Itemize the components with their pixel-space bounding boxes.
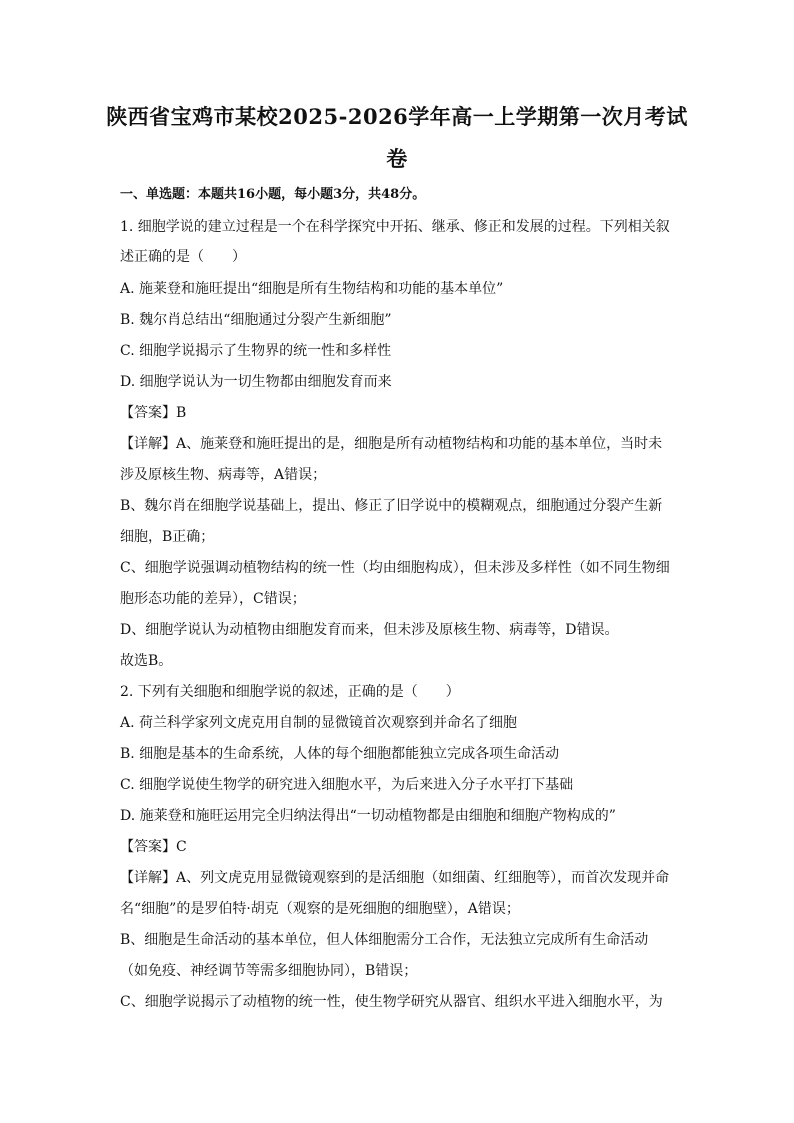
- q2-stem-line-1: 2. 下列有关细胞和细胞学说的叙述，正确的是（ ）: [120, 684, 460, 700]
- q2-explanation-line-4: （如免疫、神经调节等需多细胞协同），B错误；: [120, 963, 418, 979]
- q1-explanation-line-1: 【详解】A、施莱登和施旺提出的是，细胞是所有动植物结构和功能的基本单位，当时未: [120, 436, 663, 452]
- q1-explanation-line-2: 涉及原核生物、病毒等，A错误；: [120, 467, 327, 483]
- q2-option-c: C. 细胞学说使生物学的研究进入细胞水平，为后来进入分子水平打下基础: [120, 777, 574, 793]
- q1-explanation-line-7: D、细胞学说认为动植物由细胞发育而来，但未涉及原核生物、病毒等，D错误。: [120, 622, 619, 638]
- document-title-line-2: 卷: [386, 146, 408, 171]
- section-header: 一、单选题：本题共16小题，每小题3分，共48分。: [120, 187, 426, 202]
- q2-answer: 【答案】C: [120, 839, 187, 855]
- q1-option-c: C. 细胞学说揭示了生物界的统一性和多样性: [120, 343, 392, 359]
- q1-explanation-line-8: 故选B。: [120, 653, 173, 669]
- q2-explanation-line-3: B、细胞是生命活动的基本单位，但人体细胞需分工合作，无法独立完成所有生命活动: [120, 932, 649, 948]
- q2-option-b: B. 细胞是基本的生命系统，人体的每个细胞都能独立完成各项生命活动: [120, 746, 560, 762]
- q1-stem-line-1: 1. 细胞学说的建立过程是一个在科学探究中开拓、继承、修正和发展的过程。下列相关叙: [120, 219, 670, 235]
- q2-explanation-line-2: 名“细胞”的是罗伯特·胡克（观察的是死细胞的细胞壁），A错误；: [120, 901, 520, 917]
- q1-option-a: A. 施莱登和施旺提出“细胞是所有生物结构和功能的基本单位”: [120, 281, 504, 297]
- q2-option-d: D. 施莱登和施旺运用完全归纳法得出“一切动植物都是由细胞和细胞产物构成的”: [120, 808, 616, 824]
- q1-answer: 【答案】B: [120, 405, 187, 421]
- q1-explanation-line-6: 胞形态功能的差异），C错误；: [120, 591, 306, 607]
- q1-explanation-line-4: 细胞，B正确；: [120, 529, 215, 545]
- q1-explanation-line-3: B、魏尔肖在细胞学说基础上，提出、修正了旧学说中的模糊观点，细胞通过分裂产生新: [120, 498, 663, 514]
- q2-explanation-line-5: C、细胞学说揭示了动植物的统一性，使生物学研究从器官、组织水平进入细胞水平，为: [120, 994, 663, 1010]
- document-title-line-1: 陕西省宝鸡市某校2025-2026学年高一上学期第一次月考试: [106, 104, 688, 129]
- q2-explanation-line-1: 【详解】A、列文虎克用显微镜观察到的是活细胞（如细菌、红细胞等），而首次发现并命: [120, 870, 670, 886]
- q2-option-a: A. 荷兰科学家列文虎克用自制的显微镜首次观察到并命名了细胞: [120, 715, 518, 731]
- q1-option-b: B. 魏尔肖总结出“细胞通过分裂产生新细胞”: [120, 312, 392, 328]
- q1-explanation-line-5: C、细胞学说强调动植物结构的统一性（均由细胞构成），但未涉及多样性（如不同生物细: [120, 560, 670, 576]
- q1-option-d: D. 细胞学说认为一切生物都由细胞发育而来: [120, 374, 392, 390]
- q1-stem-line-2: 述正确的是（ ）: [120, 249, 246, 265]
